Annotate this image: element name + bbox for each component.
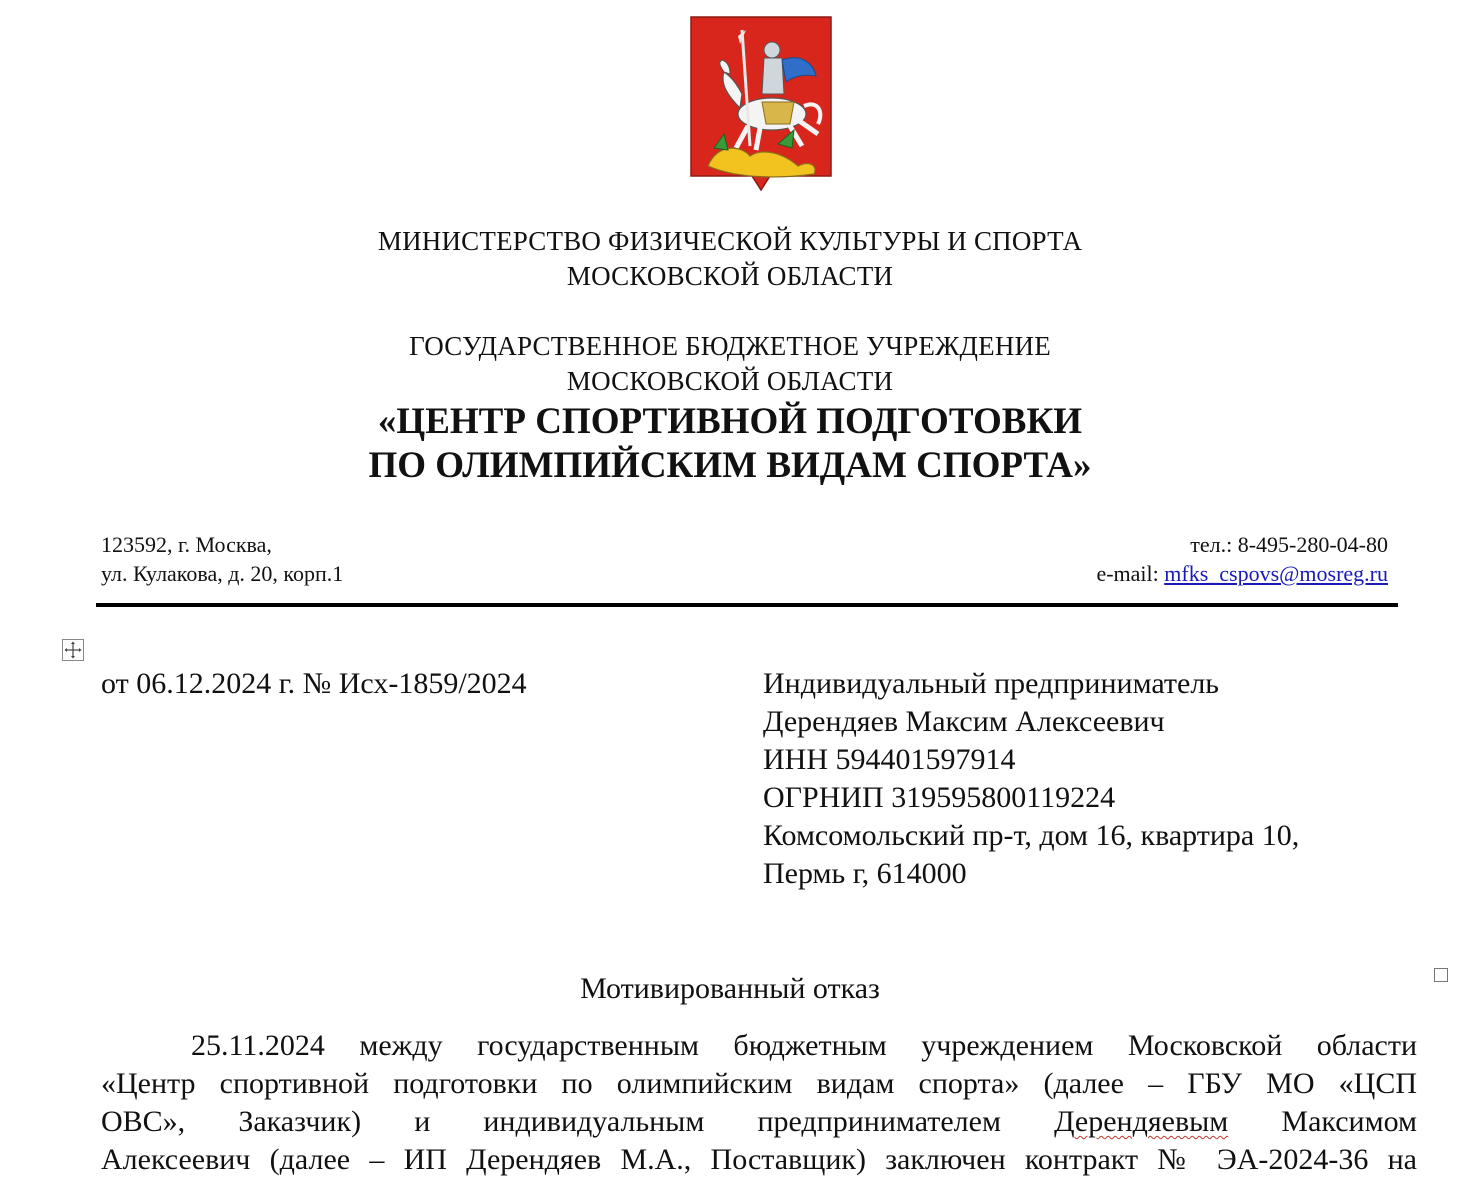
letter-title: Мотивированный отказ [580,972,880,1005]
recipient-line-1: Индивидуальный предприниматель [763,667,1219,700]
paragraph-line-3-part-c: Максимом [1228,1105,1417,1138]
ministry-line-1: МИНИСТЕРСТВО ФИЗИЧЕСКОЙ КУЛЬТУРЫ И СПОРТА [377,226,1083,256]
institution-line-2: МОСКОВСКОЙ ОБЛАСТИ [566,366,894,396]
header-divider [96,603,1398,607]
address-line-1: 123592, г. Москва, [101,532,272,557]
paragraph-line-2: «Центр спортивной подготовки по олимпийским видам спорта» (далее – ГБУ МО «ЦСП [101,1067,1417,1100]
paragraph-line-3-part-a: ОВС», Заказчик) и индивидуальным предпринимателем [101,1105,1055,1138]
email-label: e-mail: [1096,561,1165,586]
move-handle-icon[interactable] [62,639,84,661]
address-line-2: ул. Кулакова, д. 20, корп.1 [101,561,344,586]
ministry-line-2: МОСКОВСКОЙ ОБЛАСТИ [566,261,894,291]
institution-name-line-1: «ЦЕНТР СПОРТИВНОЙ ПОДГОТОВКИ [377,401,1083,442]
phone: тел.: 8-495-280-04-80 [1190,532,1388,557]
paragraph-line-4: Алексеевич (далее – ИП Дерендяев М.А., Поставщик) заключен контракт № ЭА-2024-36 на [101,1143,1417,1176]
recipient-line-3: ИНН 594401597914 [763,743,1016,776]
outgoing-reference: от 06.12.2024 г. № Исх-1859/2024 [101,667,527,700]
paragraph-line-3 [101,1105,1417,1139]
institution-line-1: ГОСУДАРСТВЕННОЕ БЮДЖЕТНОЕ УЧРЕЖДЕНИЕ [409,331,1051,361]
recipient-line-4: ОГРНИП 319595800119224 [763,781,1116,814]
email-line [1096,561,1388,587]
coat-of-arms-emblem [690,16,832,192]
spellcheck-word[interactable]: Дерендяевым [1054,1105,1229,1138]
paragraph-line-1: 25.11.2024 между государственным бюджетным учреждением Московской области [191,1029,1417,1062]
email-link[interactable]: mfks_cspovs@mosreg.ru [1164,561,1388,586]
institution-name-line-2: ПО ОЛИМПИЙСКИМ ВИДАМ СПОРТА» [368,445,1092,486]
recipient-line-5: Комсомольский пр-т, дом 16, квартира 10, [763,819,1300,852]
recipient-line-6: Пермь г, 614000 [763,857,967,890]
recipient-line-2: Дерендяев Максим Алексеевич [763,705,1165,738]
